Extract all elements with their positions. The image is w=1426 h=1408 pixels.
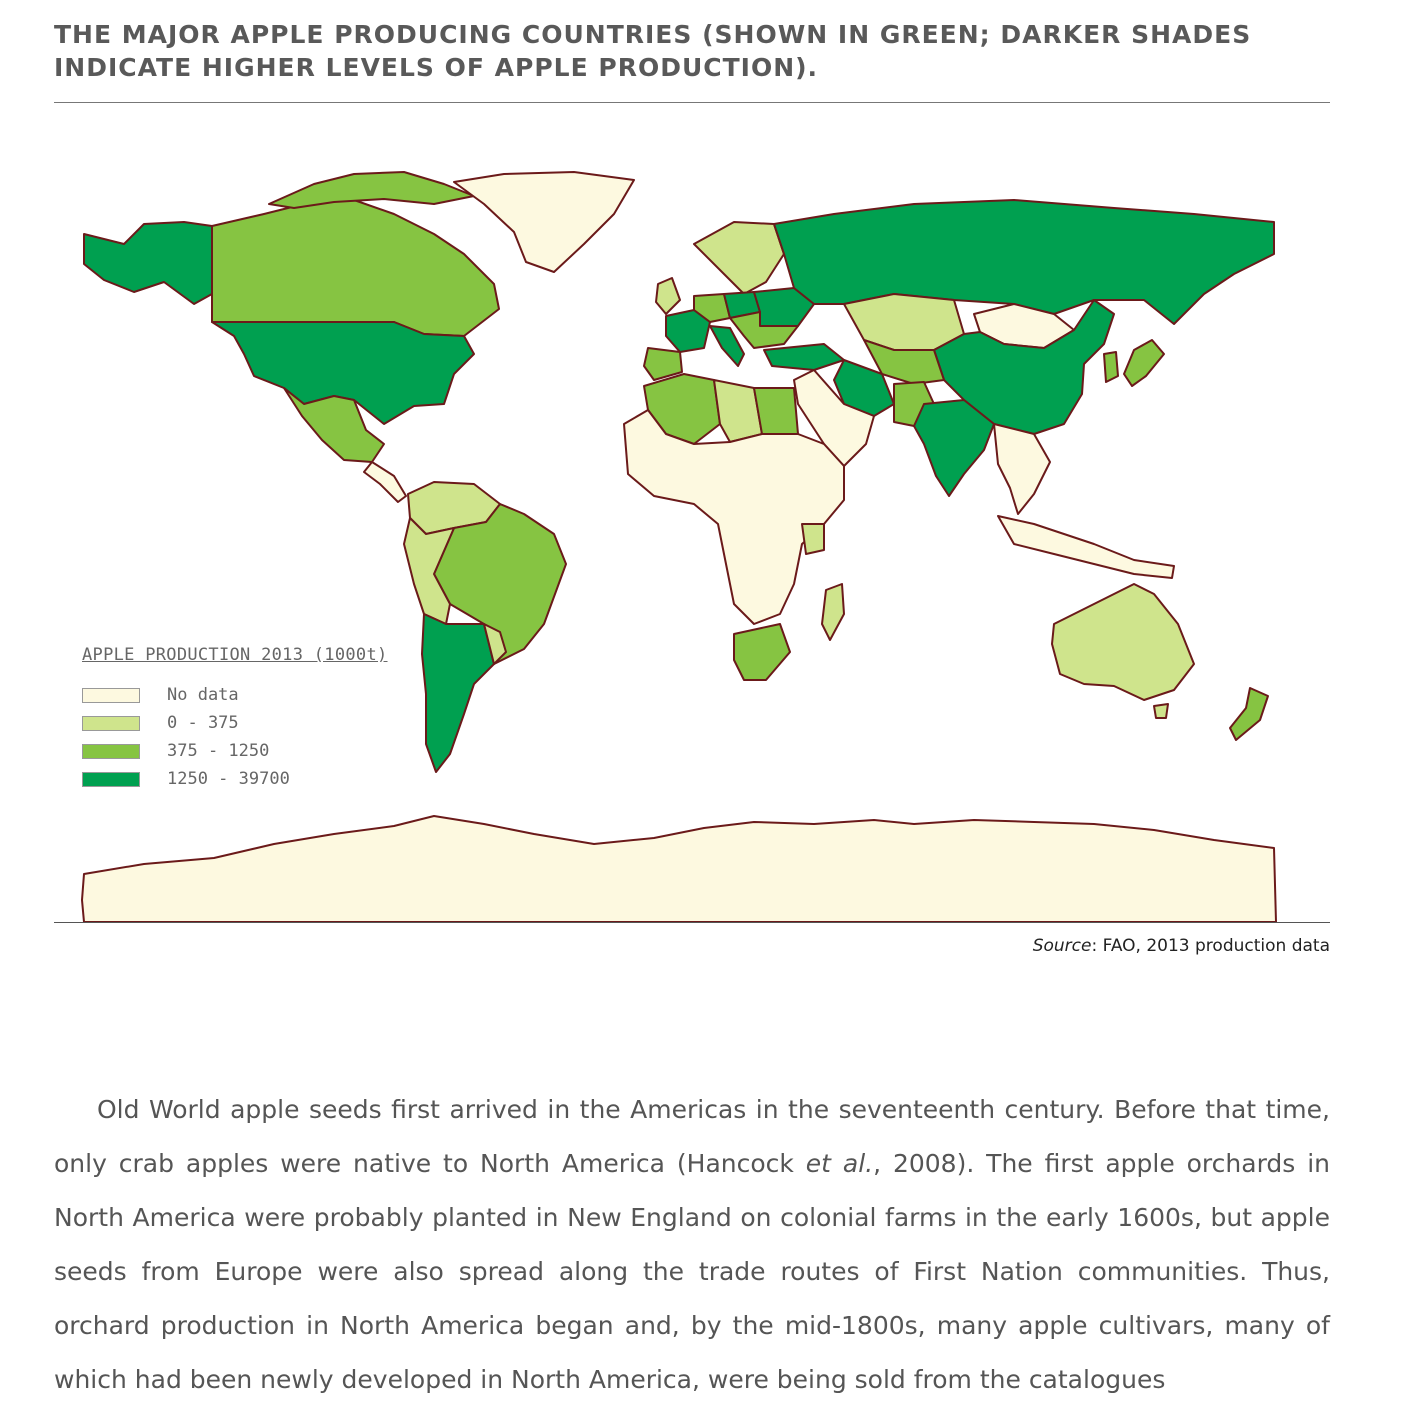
region-indonesia [998,516,1174,578]
map-legend [82,645,388,793]
legend-swatch [82,772,140,787]
region-greenland [454,172,634,272]
region-tasmania [1154,704,1168,718]
region-kazakhstan [844,294,964,350]
legend-item-mid [82,737,388,765]
world-map [54,104,1330,922]
region-japan [1124,340,1164,386]
region-uk [656,278,680,314]
region-central-africa [624,410,844,624]
body-text-part1: Old World apple seeds first arrived in the Americas in the seventeenth century. Before that time, only crab apples were native to North America (Hancock [54,1095,1330,1178]
region-antarctica [82,816,1276,922]
bottom-rule [54,922,1330,923]
region-central-america [364,462,406,502]
region-southeast-asia [994,424,1050,514]
legend-item-no-data [82,681,388,709]
legend-item-high [82,765,388,793]
legend-title: APPLE PRODUCTION 2013 (1000t) [82,645,388,665]
legend-swatch [82,716,140,731]
region-south-africa [734,624,790,680]
source-note [1033,936,1330,956]
legend-label: 375 - 1250 [167,741,270,761]
source-text: : FAO, 2013 production data [1091,936,1330,956]
legend-label: 0 - 375 [167,713,239,733]
region-egypt [754,388,798,434]
body-paragraph [54,1083,1330,1407]
legend-item-low [82,709,388,737]
body-text-italic: et al. [805,1149,874,1178]
legend-swatch [82,688,140,703]
region-kenya [802,524,824,554]
region-argentina-chile [422,614,494,772]
source-label: Source [1032,936,1092,956]
figure-title: THE MAJOR APPLE PRODUCING COUNTRIES (SHOWN IN GREEN; DARKER SHADES INDICATE HIGHER LEVELS OF APPLE PRODUCTION). [54,20,1252,82]
legend-label: 1250 - 39700 [167,769,290,789]
legend-label: No data [167,685,239,705]
region-madagascar [822,584,844,640]
region-spain [644,348,682,380]
region-australia [1052,584,1194,700]
region-alaska [84,222,212,304]
body-text-part2: , 2008). The first apple orchards in North America were probably planted in New England on colonial farms in the early 1600s, but apple seeds from Europe were also spread along the trade routes of First Nation communities. Thus, orchard production in North America began and, by the mid-1800s, many apple cultivars, many of which had been newly developed in North America, were being sold from the catalogues [54,1149,1330,1394]
region-scandinavia [694,222,784,294]
region-canada [212,200,499,336]
region-canada-islands [269,172,474,208]
region-new-zealand [1230,688,1268,740]
world-map-svg [54,104,1330,922]
legend-swatch [82,744,140,759]
top-rule [54,102,1330,103]
region-india [914,400,994,496]
region-turkey [764,344,844,370]
region-italy [710,326,744,366]
region-korea [1104,352,1118,382]
